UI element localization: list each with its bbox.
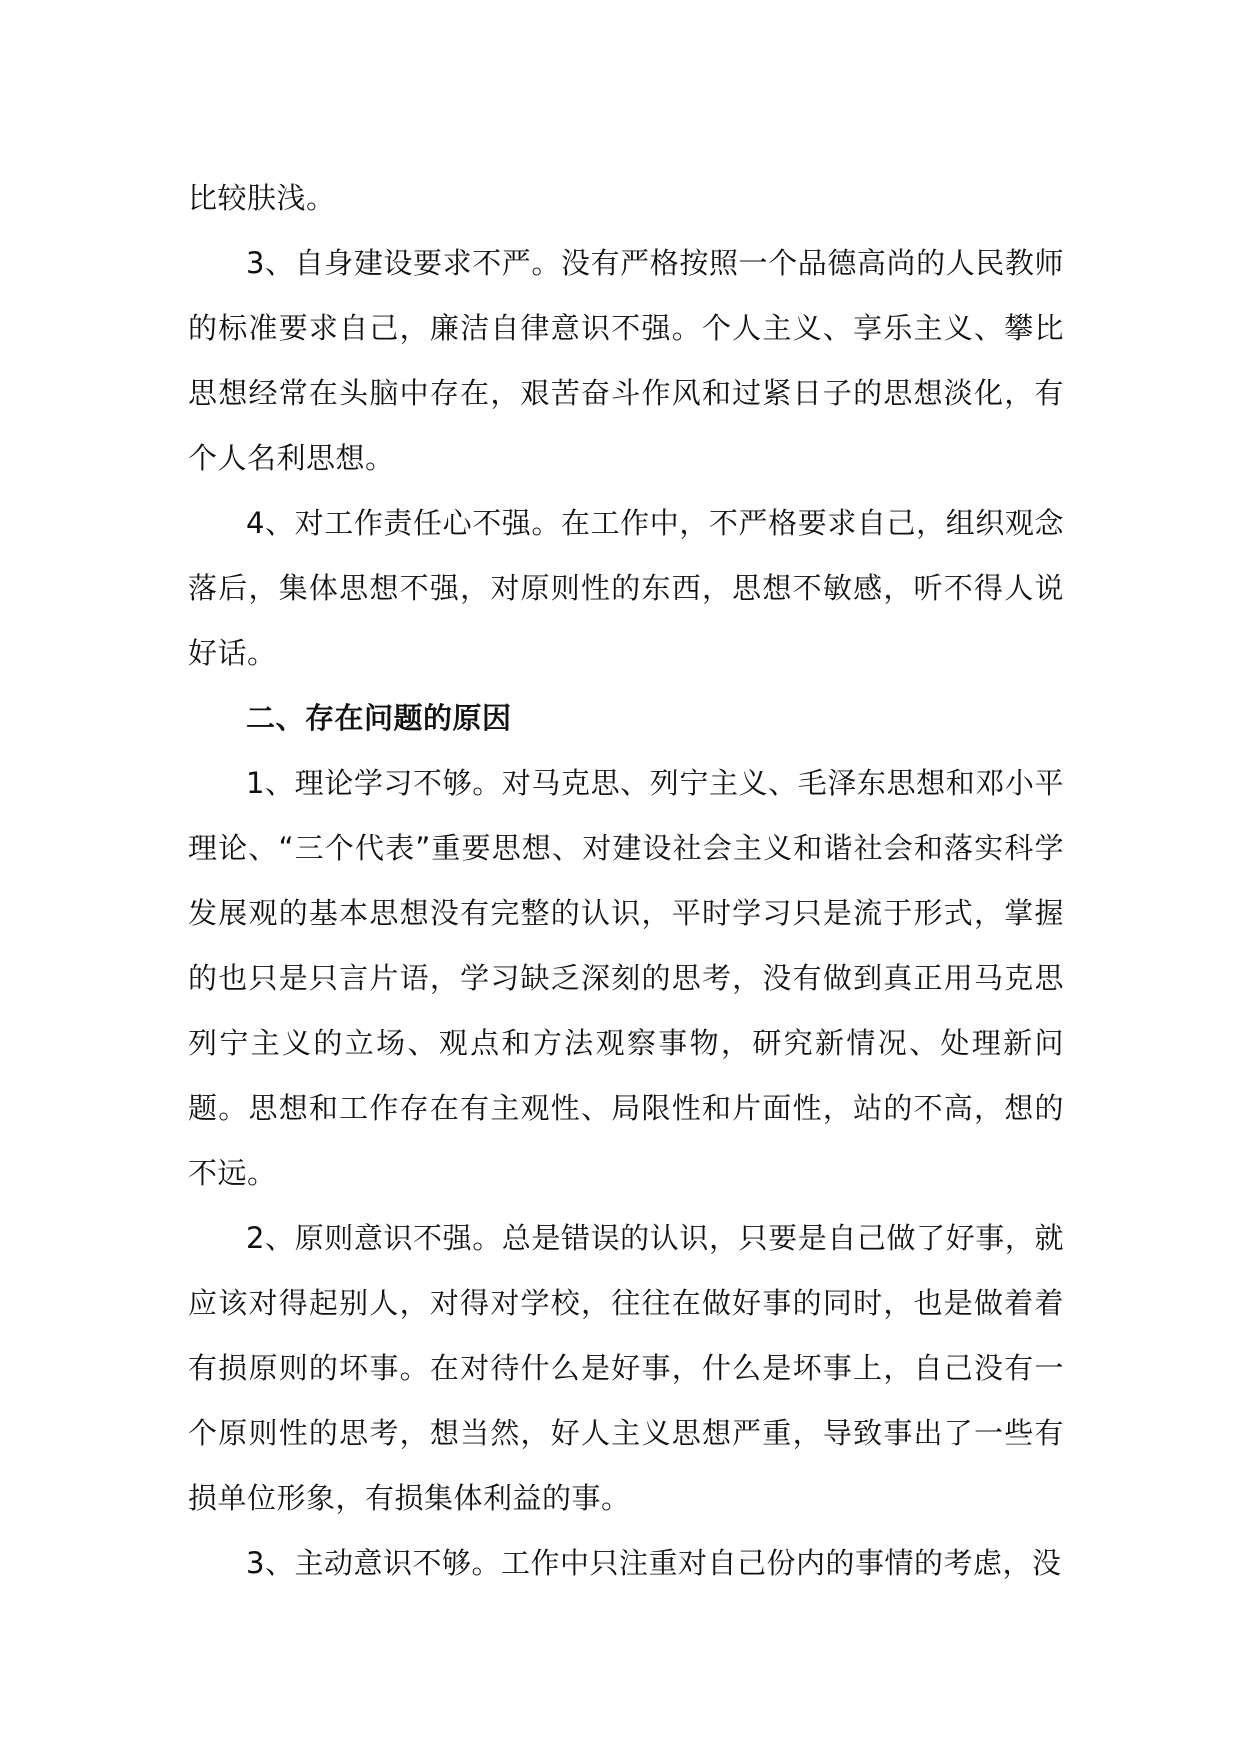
paragraph-theory-study: 1、理论学习不够。对马克思、列宁主义、毛泽东思想和邓小平理论、“三个代表”重要思想、对建设社会主义和谐社会和落实科学发展观的基本思想没有完整的认识，平时学习只是流于形式，掌握的也只是只言片语，学习缺乏深刻的思考，没有做到真正用马克思列宁主义的立场、观点和方法观察事物，研究新情况、处理新问题。思想和工作存在有主观性、局限性和片面性，站的不高，想的不远。 (188, 766, 1064, 1190)
paragraph-principle-awareness: 2、原则意识不强。总是错误的认识，只要是自己做了好事，就应该对得起别人，对得对学校，往往在做好事的同时，也是做着着有损原则的坏事。在对待什么是好事，什么是坏事上，自己没有一个原则性的思考，想当然，好人主义思想严重，导致事出了一些有损单位形象，有损集体利益的事。 (188, 1221, 1064, 1515)
section-heading-causes: 二、存在问题的原因 (246, 701, 512, 735)
paragraph-self-construction: 3、自身建设要求不严。没有严格按照一个品德高尚的人民教师的标准要求自己，廉洁自律意识不强。个人主义、享乐主义、攀比思想经常在头脑中存在，艰苦奋斗作风和过紧日子的思想淡化，有个人名利思想。 (188, 246, 1064, 475)
paragraph-initiative-awareness: 3、主动意识不够。工作中只注重对自己份内的事情的考虑，没 (246, 1546, 1062, 1580)
document-body (188, 166, 1064, 1596)
paragraph-continuation: 比较肤浅。 (188, 181, 336, 215)
paragraph-work-responsibility: 4、对工作责任心不强。在工作中，不严格要求自己，组织观念落后，集体思想不强，对原则性的东西，思想不敏感，听不得人说好话。 (188, 506, 1064, 670)
